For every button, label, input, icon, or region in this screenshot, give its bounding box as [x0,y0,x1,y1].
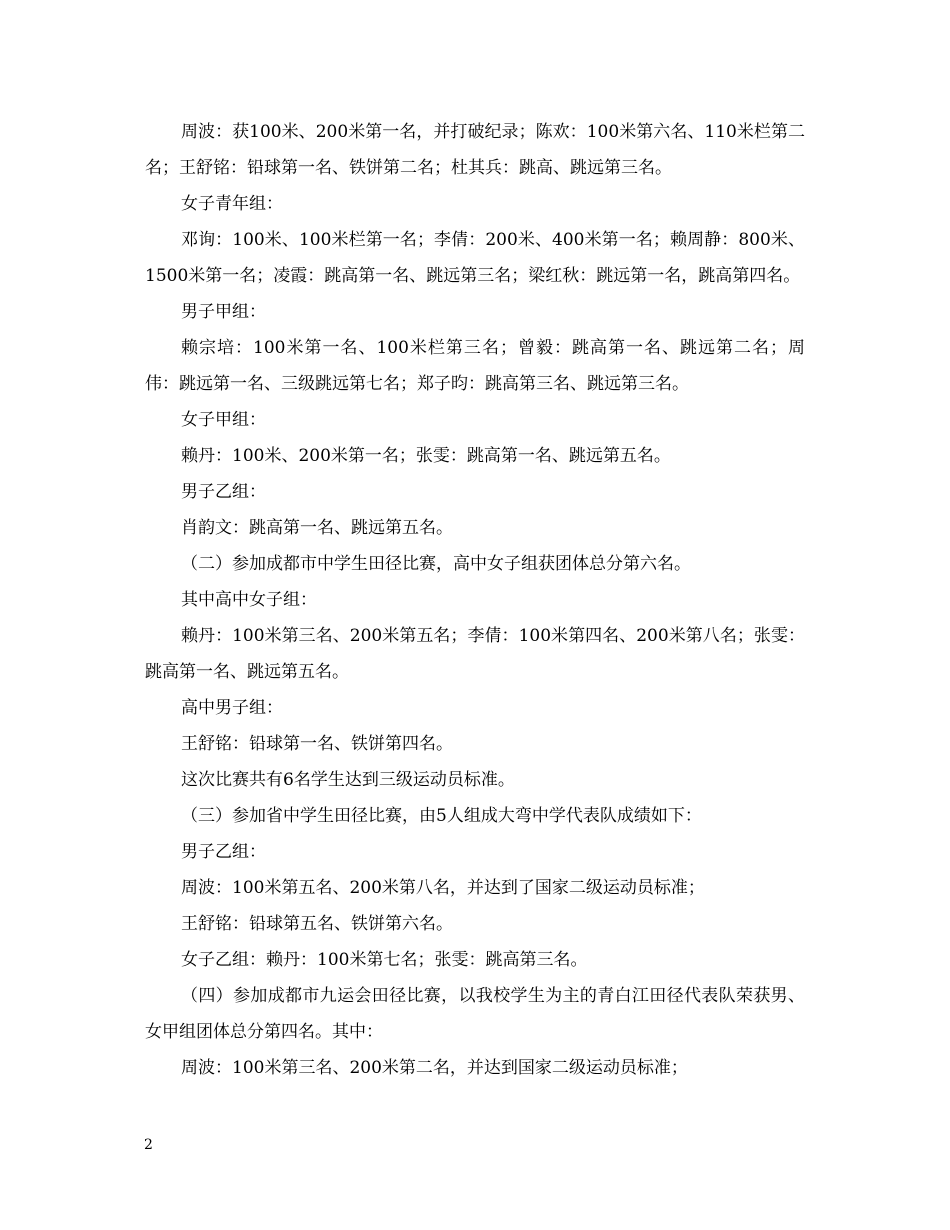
paragraph: 周波：100米第三名、200米第二名，并达到国家二级运动员标准； [181,1058,688,1078]
paragraph: （二）参加成都市中学生田径比赛，高中女子组获团体总分第六名。 [181,554,691,574]
paragraph: 邓询：100米、100米栏第一名；李倩：200米、400米第一名；赖周静：800米、1500米第一名；凌霞：跳高第一名、跳远第三名；梁红秋：跳远第一名，跳高第四名。 [145,230,805,286]
paragraph: （四）参加成都市九运会田径比赛，以我校学生为主的青白江田径代表队荣获男、女甲组团体总分第四名。其中： [145,986,805,1042]
paragraph: 王舒铭：铅球第一名、铁饼第四名。 [181,734,453,754]
paragraph: 肖韵文：跳高第一名、跳远第五名。 [181,518,453,538]
paragraph: 周波：100米第五名、200米第八名，并达到了国家二级运动员标准； [181,878,705,898]
paragraph: 这次比赛共有6名学生达到三级运动员标准。 [181,770,515,790]
section-heading: 女子甲组： [181,410,266,430]
section-heading: 其中高中女子组： [181,590,317,610]
section-heading: 男子乙组： [181,842,266,862]
paragraph: 赖丹：100米第三名、200米第五名；李倩：100米第四名、200米第八名；张雯：跳高第一名、跳远第五名。 [145,626,805,682]
section-heading: 高中男子组： [181,698,283,718]
paragraph: 王舒铭：铅球第五名、铁饼第六名。 [181,914,453,934]
paragraph: 赖宗培：100米第一名、100米栏第三名；曾毅：跳高第一名、跳远第二名；周伟：跳远第一名、三级跳远第七名；郑子昀：跳高第三名、跳远第三名。 [145,338,805,394]
paragraph: （三）参加省中学生田径比赛，由5人组成大弯中学代表队成绩如下： [181,806,702,826]
section-heading: 女子青年组： [181,194,283,214]
paragraph: 女子乙组：赖丹：100米第七名；张雯：跳高第三名。 [181,950,588,970]
section-heading: 男子甲组： [181,302,266,322]
paragraph: 赖丹：100米、200米第一名；张雯：跳高第一名、跳远第五名。 [181,446,671,466]
paragraph: 周波：获100米、200米第一名，并打破纪录；陈欢：100米第六名、110米栏第二名；王舒铭：铅球第一名、铁饼第二名；杜其兵：跳高、跳远第三名。 [145,122,805,178]
page-number: 2 [144,1137,153,1153]
section-heading: 男子乙组： [181,482,266,502]
document-body [145,114,805,1086]
